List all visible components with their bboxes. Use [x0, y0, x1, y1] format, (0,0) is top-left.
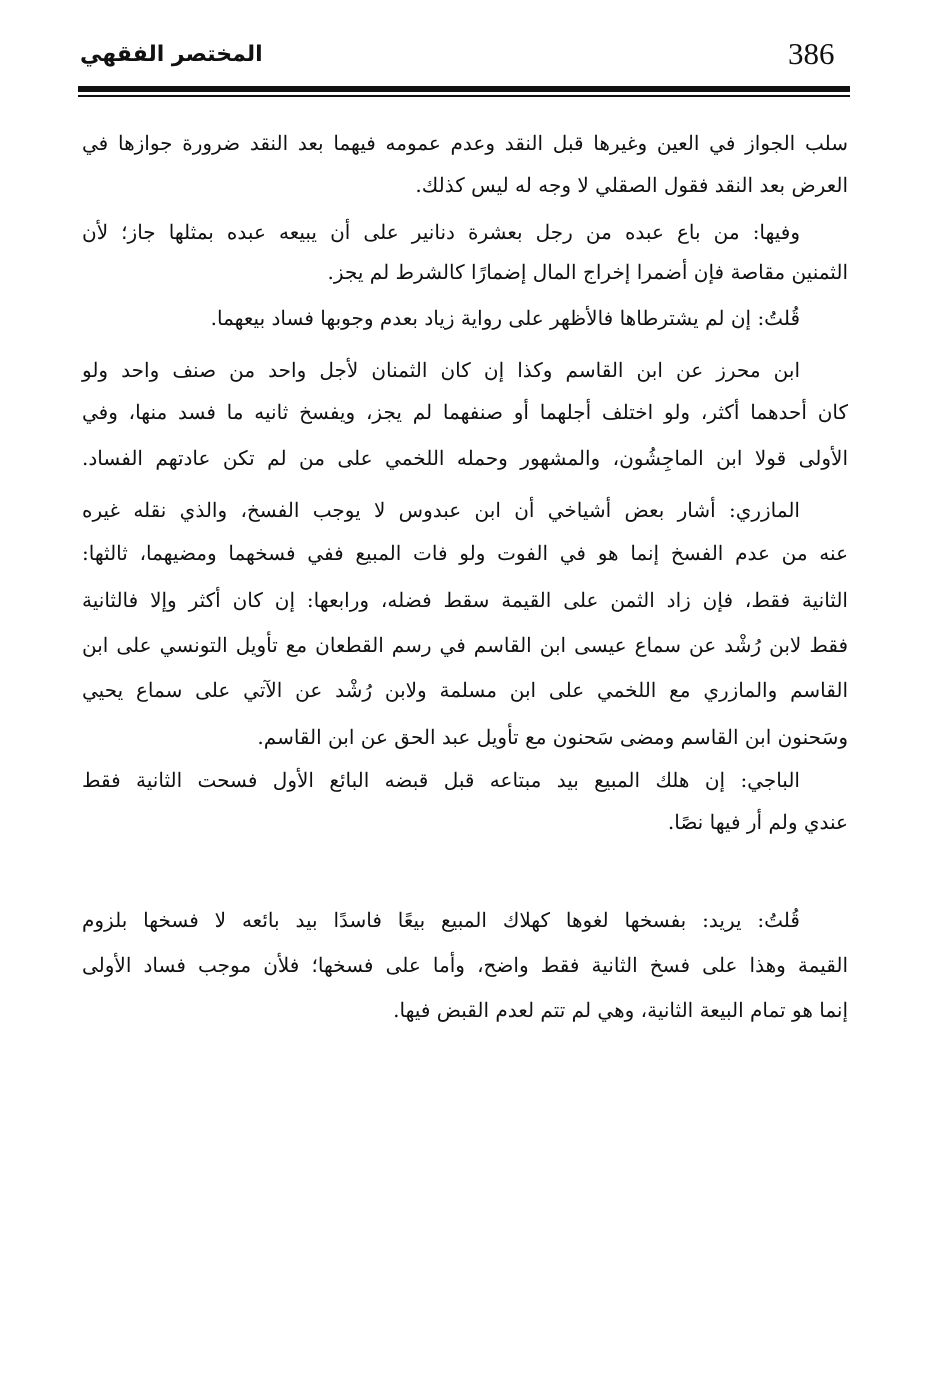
running-title: المختصر الفقهي: [80, 42, 263, 67]
text-line: الأولى قولا ابن الماجِشُون، والمشهور وحمله اللخمي على من لم تكن عادتهم الفساد.: [82, 446, 848, 470]
text-line: فقط لابن رُشْد عن سماع عيسى ابن القاسم في رسم القطعان مع تأويل التونسي على ابن: [82, 633, 849, 657]
text-line: المازري: أشار بعض أشياخي أن ابن عبدوس لا يوجب الفسخ، والذي نقله غيره: [82, 498, 800, 522]
text-line: ابن محرز عن ابن القاسم وكذا إن كان الثمنان لأجل واحد من صنف واحد ولو: [82, 358, 800, 382]
text-line: إنما هو تمام البيعة الثانية، وهي لم تتم لعدم القبض فيها.: [393, 998, 848, 1022]
text-line: الباجي: إن هلك المبيع بيد مبتاعه قبل قبضه البائع الأول فسحت الثانية فقط: [82, 768, 800, 792]
text-line: قُلتُ: يريد: بفسخها لغوها كهلاك المبيع بيعًا فاسدًا بيد بائعه لا فسخها بلزوم: [82, 908, 800, 932]
text-line: القيمة وهذا على فسخ الثانية فقط واضح، وأما على فسخها؛ فلأن موجب فساد الأولى: [82, 953, 848, 977]
text-line: عنه من عدم الفسخ إنما هو في الفوت ولو فات المبيع ففي فسخهما ومضيهما، ثالثها:: [82, 541, 848, 565]
text-line: كان أحدهما أكثر، ولو اختلف أجلهما أو صنفهما لم يجز، ويفسخ ثانيه ما فسد منها، وفي: [82, 400, 849, 424]
text-line: العرض بعد النقد فقول الصقلي لا وجه له ليس كذلك.: [415, 173, 848, 197]
text-line: سلب الجواز في العين وغيرها قبل النقد وعدم عمومه فيهما بعد النقد ضرورة جوازها في: [82, 131, 848, 155]
header-rule-thin: [78, 95, 850, 97]
text-line: وفيها: من باع عبده من رجل بعشرة دنانير على أن يبيعه عبده بمثلها جاز؛ لأن: [82, 220, 800, 244]
text-line: القاسم والمازري مع اللخمي على ابن مسلمة ولابن رُشْد عن الآتي على سماع يحيي: [82, 678, 848, 702]
text-line: عندي ولم أر فيها نصًا.: [667, 810, 848, 834]
page-number: 386: [788, 36, 835, 71]
text-line: قُلتُ: إن لم يشترطاها فالأظهر على رواية زياد بعدم وجوبها فساد بيعهما.: [210, 306, 800, 330]
text-line: الثمنين مقاصة فإن أضمرا إخراج المال إضمارًا كالشرط لم يجز.: [327, 260, 848, 284]
text-line: الثانية فقط، فإن زاد الثمن على القيمة سقط فضله، ورابعها: إن كان أكثر وإلا فالثانية: [82, 588, 848, 612]
header-rule-thick: [78, 86, 850, 92]
text-line: وسَحنون ابن القاسم ومضى سَحنون مع تأويل عبد الحق عن ابن القاسم.: [257, 725, 848, 749]
